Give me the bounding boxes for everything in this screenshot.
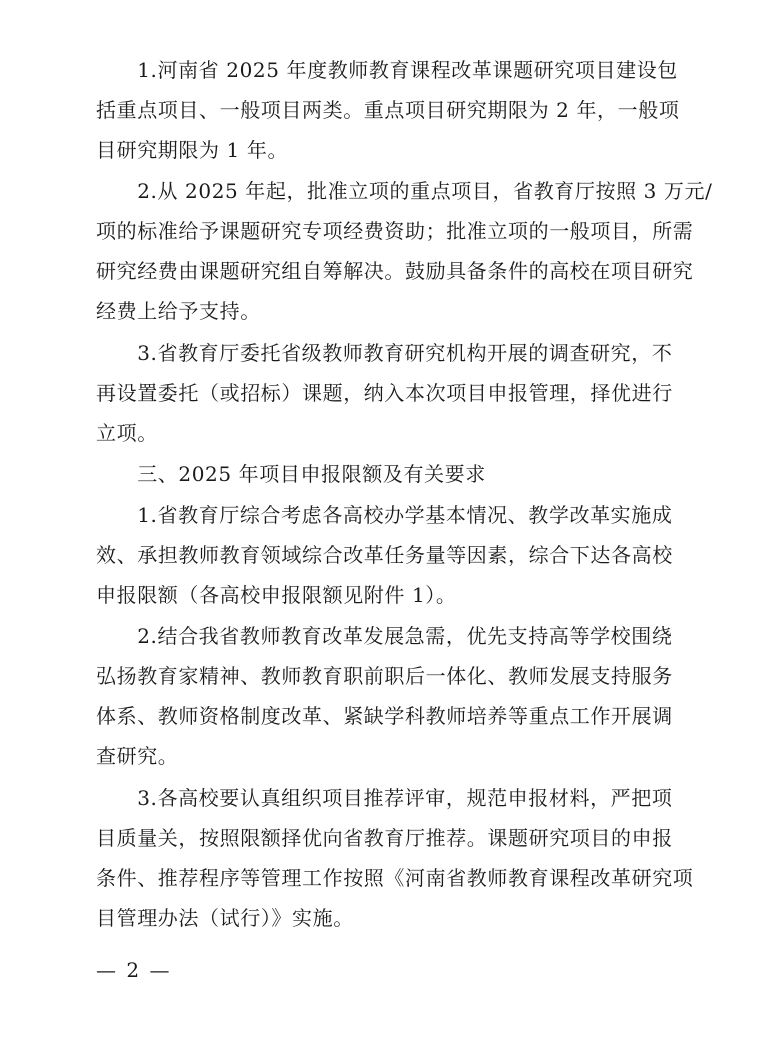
paragraph-priority-support (96, 616, 736, 776)
text-line: 1.省教育厅综合考虑各高校办学基本情况、教学改革实施成 (96, 503, 673, 527)
text-line: 2.从 2025 年起，批准立项的重点项目，省教育厅按照 3 万元/ (96, 179, 713, 203)
text-line: 目研究期限为 1 年。 (96, 138, 289, 162)
paragraph-application-quota (96, 495, 736, 615)
text-line: 目质量关，按照限额择优向省教育厅推荐。课题研究项目的申报 (96, 826, 673, 850)
paragraph-project-types (96, 50, 736, 170)
text-line: 研究经费由课题研究组自筹解决。鼓励具备条件的高校在项目研究 (96, 259, 694, 283)
text-line: 再设置委托（或招标）课题，纳入本次项目申报管理，择优进行 (96, 381, 673, 405)
text-line: 目管理办法（试行）》实施。 (96, 906, 354, 930)
text-line: 括重点项目、一般项目两类。重点项目研究期限为 2 年，一般项 (96, 98, 680, 122)
text-line: 弘扬教育家精神、教师教育职前职后一体化、教师发展支持服务 (96, 664, 673, 688)
text-line: 申报限额（各高校申报限额见附件 1）。 (96, 583, 457, 607)
text-line: 效、承担教师教育领域综合改革任务量等因素，综合下达各高校 (96, 543, 673, 567)
text-line: 体系、教师资格制度改革、紧缺学科教师培养等重点工作开展调 (96, 704, 673, 728)
text-line: 立项。 (96, 421, 158, 445)
section-heading (96, 454, 736, 494)
text-line: 查研究。 (96, 744, 179, 768)
paragraph-review-recommendation (96, 778, 736, 938)
text-line: 1.河南省 2025 年度教师教育课程改革课题研究项目建设包 (96, 58, 678, 82)
page-number: — 2 — (96, 958, 172, 982)
text-line: 3.省教育厅委托省级教师教育研究机构开展的调查研究，不 (96, 341, 673, 365)
text-line: 经费上给予支持。 (96, 299, 261, 323)
paragraph-commissioned-research (96, 333, 736, 453)
text-line: 条件、推荐程序等管理工作按照《河南省教师教育课程改革研究项 (96, 866, 694, 890)
text-line: 2.结合我省教师教育改革发展急需，优先支持高等学校围绕 (96, 624, 673, 648)
heading-line: 三、2025 年项目申报限额及有关要求 (96, 462, 486, 486)
text-line: 项的标准给予课题研究专项经费资助；批准立项的一般项目，所需 (96, 219, 694, 243)
text-line: 3.各高校要认真组织项目推荐评审，规范申报材料，严把项 (96, 786, 673, 810)
paragraph-funding (96, 171, 736, 331)
